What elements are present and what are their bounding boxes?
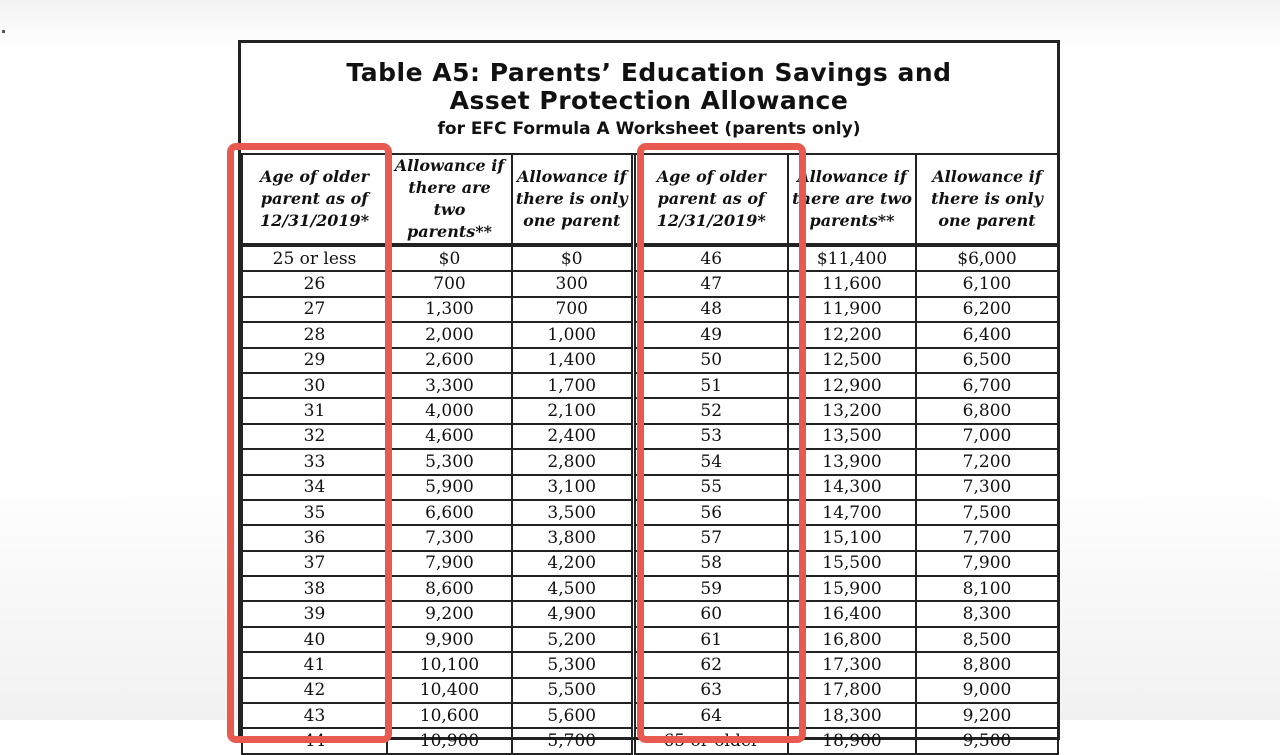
two-parent-allowance-cell-right: 15,100 (788, 525, 916, 550)
allowance-table (241, 155, 1059, 755)
two-parent-allowance-cell-left: 700 (387, 271, 512, 296)
age-cell-left: 33 (242, 449, 387, 474)
table-row (242, 652, 1058, 677)
age-cell-right: 56 (633, 500, 788, 525)
table-header-row (242, 155, 1058, 245)
table-row (242, 373, 1058, 398)
age-cell-right: 50 (633, 348, 788, 373)
one-parent-allowance-cell-right: 9,000 (916, 678, 1058, 703)
two-parent-allowance-cell-left: 7,900 (387, 551, 512, 576)
one-parent-allowance-cell-left: 1,400 (512, 348, 633, 373)
one-parent-allowance-cell-right: $6,000 (916, 245, 1058, 271)
header-age-older-parent-right: Age of older parent as of 12/31/2019* (633, 155, 788, 245)
two-parent-allowance-cell-left: 5,900 (387, 475, 512, 500)
two-parent-allowance-cell-left: 4,600 (387, 424, 512, 449)
two-parent-allowance-cell-left: $0 (387, 245, 512, 271)
one-parent-allowance-cell-right: 8,100 (916, 576, 1058, 601)
header-allowance-one-parent-left: Allowance if there is only one parent (512, 155, 633, 245)
table-row (242, 348, 1058, 373)
one-parent-allowance-cell-right: 6,200 (916, 297, 1058, 322)
age-cell-right: 61 (633, 627, 788, 652)
age-cell-left: 26 (242, 271, 387, 296)
table-title-line1: Table A5: Parents’ Education Savings and (346, 58, 952, 87)
one-parent-allowance-cell-right: 7,300 (916, 475, 1058, 500)
one-parent-allowance-cell-left: 700 (512, 297, 633, 322)
table-title-box (241, 43, 1057, 155)
table-row (242, 297, 1058, 322)
two-parent-allowance-cell-right: 11,900 (788, 297, 916, 322)
age-cell-right: 52 (633, 398, 788, 423)
age-cell-right: 53 (633, 424, 788, 449)
one-parent-allowance-cell-left: 4,500 (512, 576, 633, 601)
one-parent-allowance-cell-right: 7,500 (916, 500, 1058, 525)
age-cell-right: 54 (633, 449, 788, 474)
header-allowance-two-parents-right: Allowance if there are two parents** (788, 155, 916, 245)
table-row (242, 728, 1058, 753)
two-parent-allowance-cell-right: 16,800 (788, 627, 916, 652)
one-parent-allowance-cell-right: 6,800 (916, 398, 1058, 423)
two-parent-allowance-cell-left: 8,600 (387, 576, 512, 601)
table-row (242, 703, 1058, 728)
table-row (242, 500, 1058, 525)
age-cell-right: 62 (633, 652, 788, 677)
age-cell-left: 31 (242, 398, 387, 423)
one-parent-allowance-cell-left: 1,000 (512, 322, 633, 347)
one-parent-allowance-cell-left: 3,800 (512, 525, 633, 550)
age-cell-right: 48 (633, 297, 788, 322)
one-parent-allowance-cell-left: 3,100 (512, 475, 633, 500)
table-subtitle: for EFC Formula A Worksheet (parents only) (437, 119, 861, 139)
age-cell-right: 46 (633, 245, 788, 271)
table-row (242, 424, 1058, 449)
one-parent-allowance-cell-left: 1,700 (512, 373, 633, 398)
one-parent-allowance-cell-right: 7,200 (916, 449, 1058, 474)
two-parent-allowance-cell-left: 10,100 (387, 652, 512, 677)
one-parent-allowance-cell-left: 300 (512, 271, 633, 296)
age-cell-left: 27 (242, 297, 387, 322)
two-parent-allowance-cell-left: 6,600 (387, 500, 512, 525)
two-parent-allowance-cell-right: 18,900 (788, 728, 916, 753)
age-cell-left: 41 (242, 652, 387, 677)
age-cell-left: 30 (242, 373, 387, 398)
two-parent-allowance-cell-right: 12,900 (788, 373, 916, 398)
age-cell-left: 43 (242, 703, 387, 728)
one-parent-allowance-cell-left: 5,700 (512, 728, 633, 753)
one-parent-allowance-cell-right: 7,700 (916, 525, 1058, 550)
one-parent-allowance-cell-left: 5,500 (512, 678, 633, 703)
table-row (242, 551, 1058, 576)
corner-mark (2, 30, 5, 33)
two-parent-allowance-cell-right: 14,700 (788, 500, 916, 525)
age-cell-left: 37 (242, 551, 387, 576)
age-cell-left: 28 (242, 322, 387, 347)
table-row (242, 525, 1058, 550)
two-parent-allowance-cell-right: 12,500 (788, 348, 916, 373)
table-row (242, 322, 1058, 347)
age-cell-right: 58 (633, 551, 788, 576)
table-row (242, 475, 1058, 500)
age-cell-right: 64 (633, 703, 788, 728)
two-parent-allowance-cell-right: 17,300 (788, 652, 916, 677)
one-parent-allowance-cell-right: 9,200 (916, 703, 1058, 728)
two-parent-allowance-cell-right: 13,200 (788, 398, 916, 423)
one-parent-allowance-cell-right: 9,500 (916, 728, 1058, 753)
two-parent-allowance-cell-right: 13,900 (788, 449, 916, 474)
one-parent-allowance-cell-right: 7,000 (916, 424, 1058, 449)
age-cell-left: 42 (242, 678, 387, 703)
table-row (242, 449, 1058, 474)
one-parent-allowance-cell-left: 5,600 (512, 703, 633, 728)
two-parent-allowance-cell-left: 9,200 (387, 601, 512, 626)
age-cell-right: 65 or older (633, 728, 788, 753)
age-cell-left: 40 (242, 627, 387, 652)
age-cell-left: 34 (242, 475, 387, 500)
two-parent-allowance-cell-left: 10,600 (387, 703, 512, 728)
two-parent-allowance-cell-left: 3,300 (387, 373, 512, 398)
table-row (242, 601, 1058, 626)
header-allowance-one-parent-right: Allowance if there is only one parent (916, 155, 1058, 245)
age-cell-left: 35 (242, 500, 387, 525)
age-cell-left: 44 (242, 728, 387, 753)
one-parent-allowance-cell-right: 6,700 (916, 373, 1058, 398)
one-parent-allowance-cell-left: 5,200 (512, 627, 633, 652)
one-parent-allowance-cell-right: 7,900 (916, 551, 1058, 576)
one-parent-allowance-cell-left: 5,300 (512, 652, 633, 677)
one-parent-allowance-cell-left: 2,400 (512, 424, 633, 449)
one-parent-allowance-cell-right: 8,300 (916, 601, 1058, 626)
table-body (242, 245, 1058, 754)
one-parent-allowance-cell-left: 4,200 (512, 551, 633, 576)
age-cell-left: 39 (242, 601, 387, 626)
two-parent-allowance-cell-left: 7,300 (387, 525, 512, 550)
age-cell-right: 60 (633, 601, 788, 626)
table-row (242, 678, 1058, 703)
two-parent-allowance-cell-left: 9,900 (387, 627, 512, 652)
two-parent-allowance-cell-right: 15,900 (788, 576, 916, 601)
one-parent-allowance-cell-right: 6,400 (916, 322, 1058, 347)
two-parent-allowance-cell-right: 15,500 (788, 551, 916, 576)
one-parent-allowance-cell-right: 6,100 (916, 271, 1058, 296)
two-parent-allowance-cell-right: 16,400 (788, 601, 916, 626)
table-row (242, 627, 1058, 652)
two-parent-allowance-cell-right: 14,300 (788, 475, 916, 500)
age-cell-right: 51 (633, 373, 788, 398)
two-parent-allowance-cell-right: 18,300 (788, 703, 916, 728)
two-parent-allowance-cell-right: 17,800 (788, 678, 916, 703)
two-parent-allowance-cell-right: 13,500 (788, 424, 916, 449)
one-parent-allowance-cell-left: 2,800 (512, 449, 633, 474)
age-cell-right: 57 (633, 525, 788, 550)
table-row (242, 245, 1058, 271)
header-allowance-two-parents-left: Allowance if there are two parents** (387, 155, 512, 245)
two-parent-allowance-cell-left: 10,400 (387, 678, 512, 703)
two-parent-allowance-cell-left: 5,300 (387, 449, 512, 474)
two-parent-allowance-cell-left: 2,600 (387, 348, 512, 373)
one-parent-allowance-cell-right: 8,500 (916, 627, 1058, 652)
age-cell-right: 55 (633, 475, 788, 500)
age-cell-right: 49 (633, 322, 788, 347)
table-row (242, 271, 1058, 296)
efc-table-document (238, 40, 1060, 752)
one-parent-allowance-cell-left: 4,900 (512, 601, 633, 626)
one-parent-allowance-cell-right: 6,500 (916, 348, 1058, 373)
two-parent-allowance-cell-right: 12,200 (788, 322, 916, 347)
one-parent-allowance-cell-right: 8,800 (916, 652, 1058, 677)
one-parent-allowance-cell-left: 3,500 (512, 500, 633, 525)
table-row (242, 576, 1058, 601)
two-parent-allowance-cell-left: 2,000 (387, 322, 512, 347)
header-age-older-parent-left: Age of older parent as of 12/31/2019* (242, 155, 387, 245)
age-cell-left: 29 (242, 348, 387, 373)
age-cell-right: 63 (633, 678, 788, 703)
one-parent-allowance-cell-left: 2,100 (512, 398, 633, 423)
table-title-line2: Asset Protection Allowance (449, 86, 849, 115)
two-parent-allowance-cell-right: $11,400 (788, 245, 916, 271)
two-parent-allowance-cell-left: 1,300 (387, 297, 512, 322)
two-parent-allowance-cell-left: 10,900 (387, 728, 512, 753)
age-cell-left: 25 or less (242, 245, 387, 271)
age-cell-left: 32 (242, 424, 387, 449)
age-cell-left: 38 (242, 576, 387, 601)
one-parent-allowance-cell-left: $0 (512, 245, 633, 271)
table-row (242, 398, 1058, 423)
two-parent-allowance-cell-left: 4,000 (387, 398, 512, 423)
two-parent-allowance-cell-right: 11,600 (788, 271, 916, 296)
age-cell-right: 59 (633, 576, 788, 601)
age-cell-right: 47 (633, 271, 788, 296)
age-cell-left: 36 (242, 525, 387, 550)
